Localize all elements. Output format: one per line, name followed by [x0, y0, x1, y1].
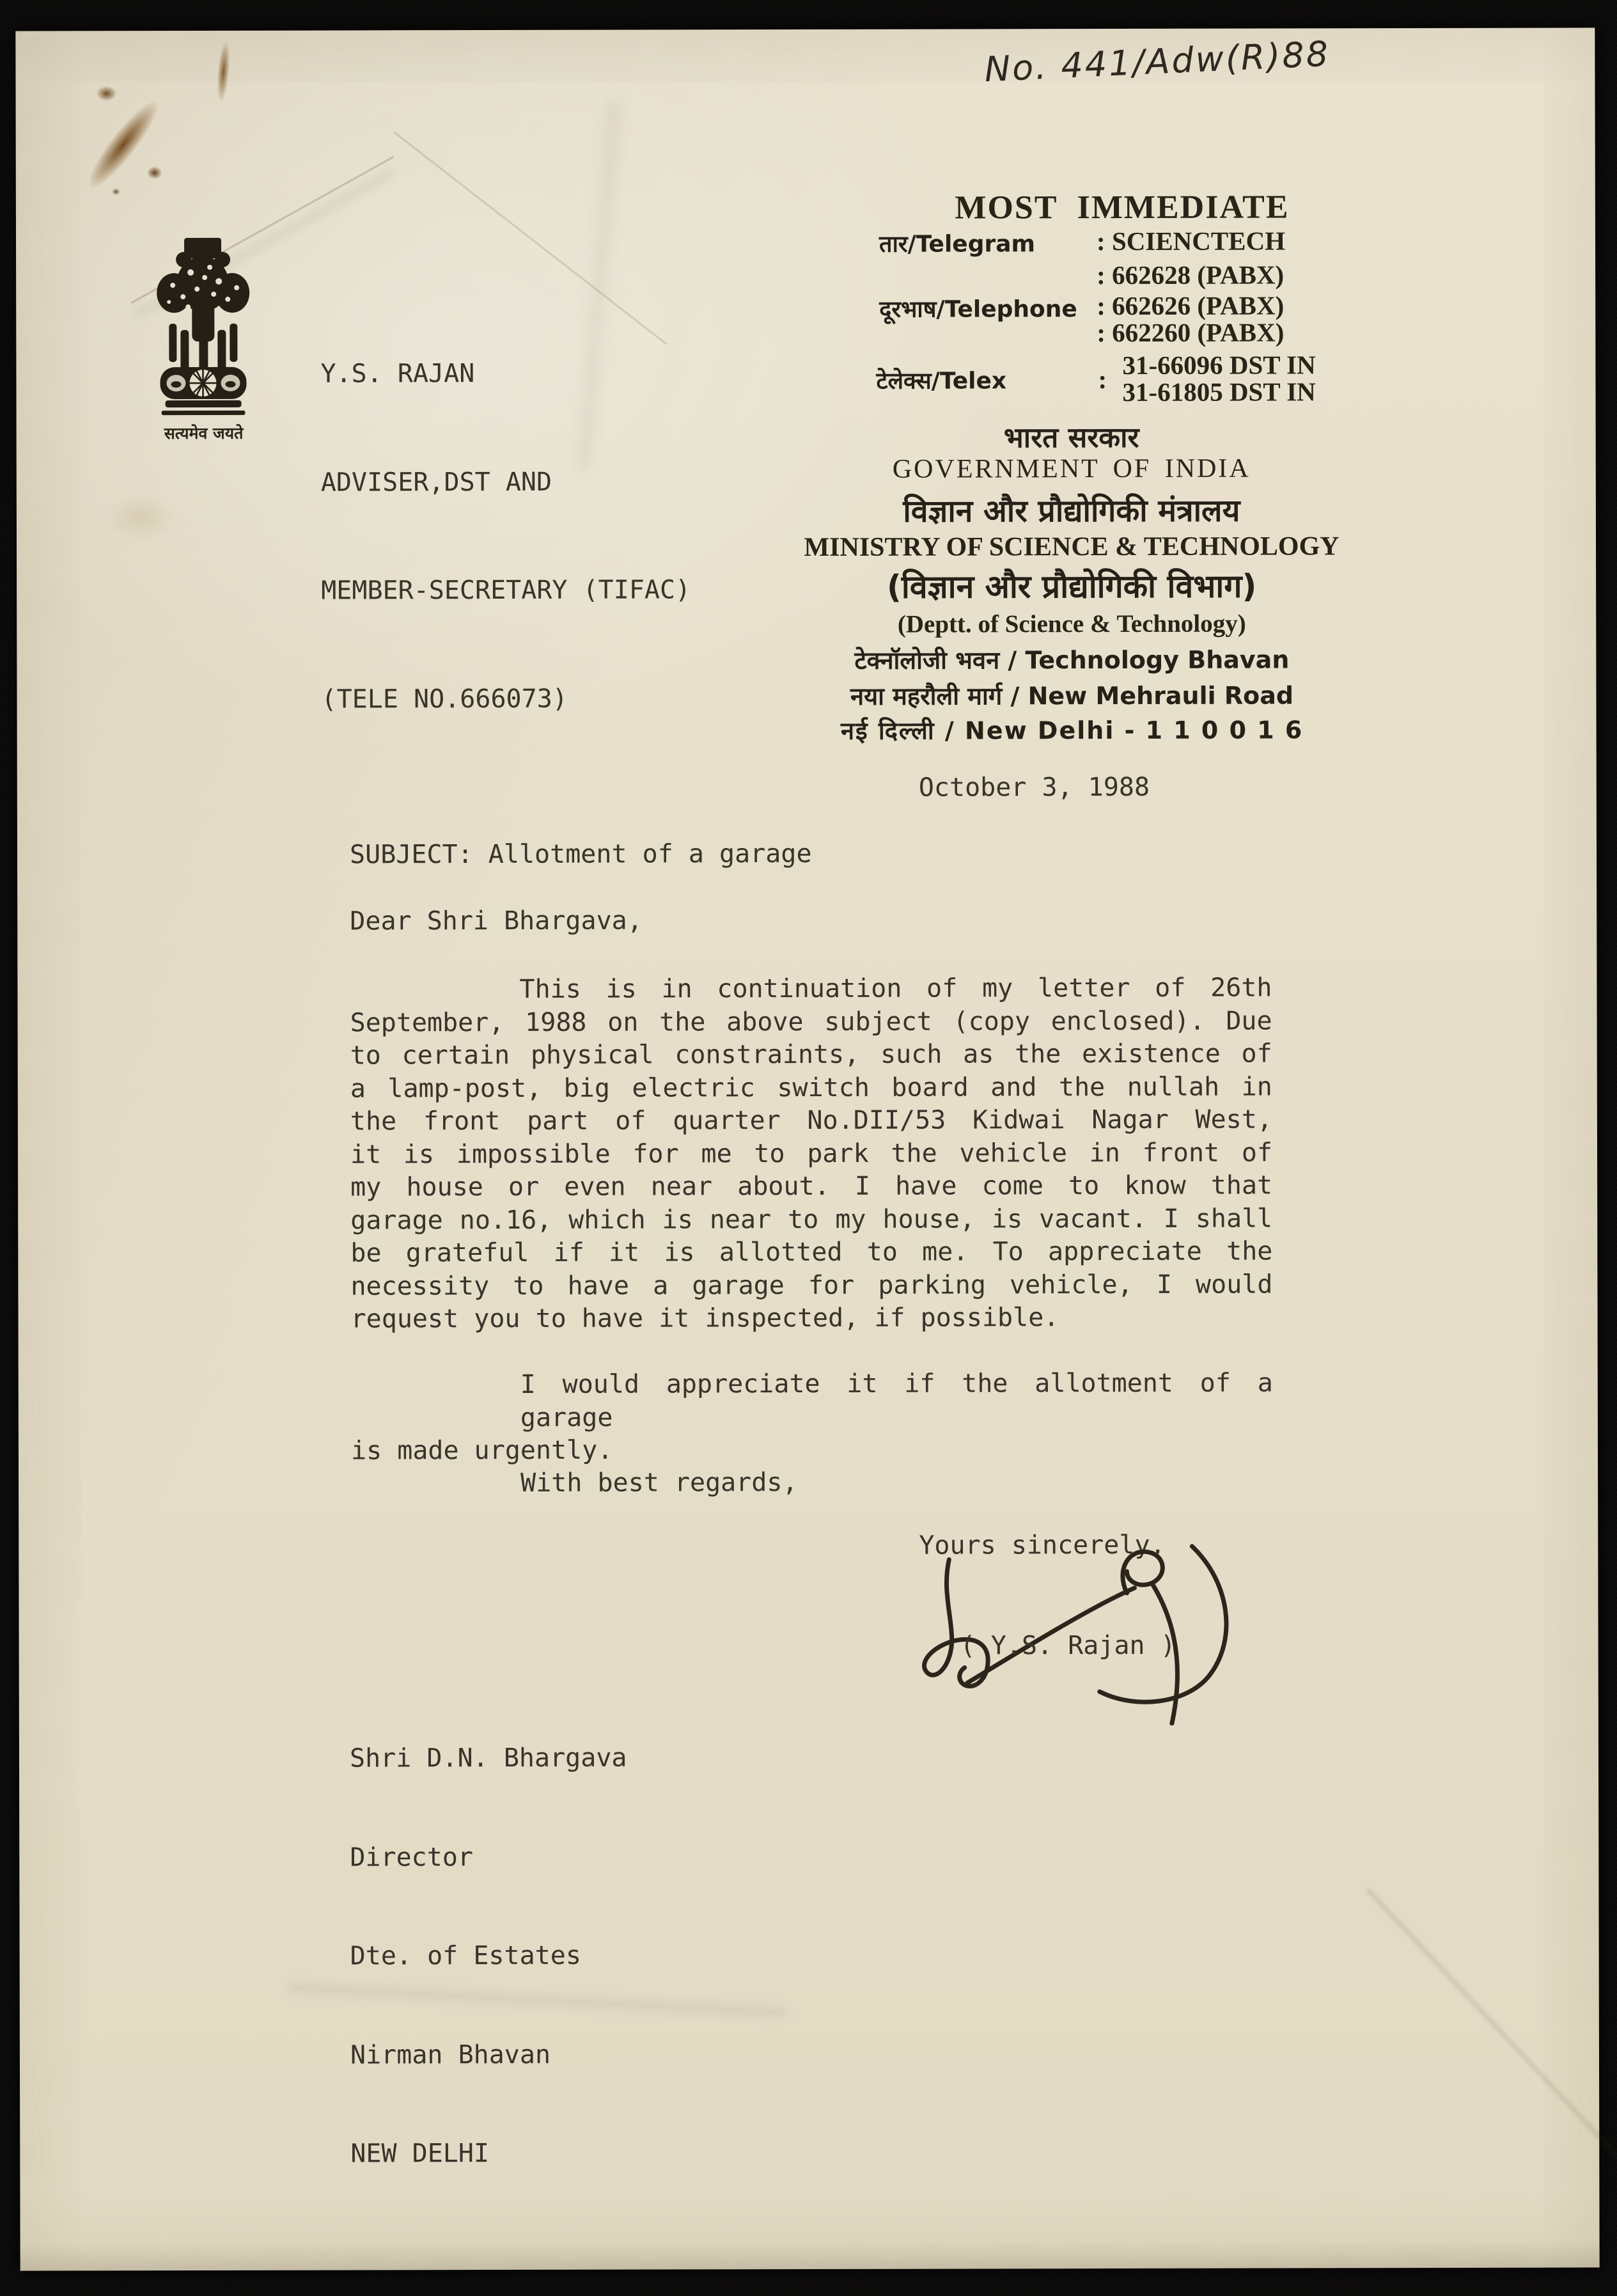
telegram-value: : SCIENCTECH: [1096, 226, 1286, 256]
telephone-label: दूरभाष/Telephone: [879, 296, 1077, 323]
letterhead-road: नया महरौली मार्ग / New Mehrauli Road: [850, 681, 1294, 711]
priority-label: MOST IMMEDIATE: [955, 189, 1290, 226]
paper-crease: [20, 2240, 1600, 2270]
salutation: Dear Shri Bhargava,: [350, 906, 643, 936]
recipient-name: Shri D.N. Bhargava: [349, 1743, 627, 1773]
body-line: This is in continuation of my letter of 26th: [519, 973, 1272, 1004]
rust-stain: [97, 86, 117, 101]
letterhead-dept-english: (Deptt. of Science & Technology): [897, 609, 1246, 638]
recipient-block: [350, 1676, 628, 2237]
letterhead-ministry-hindi: विज्ञान और प्रौद्योगिकी मंत्रालय: [903, 492, 1240, 530]
body-line: garage no.16, which is near to my house, is vacant. I shall: [350, 1203, 1273, 1235]
letterhead-city: नई दिल्ली / New Delhi - 1 1 0 0 1 6: [840, 716, 1304, 745]
faint-stain: [105, 495, 176, 541]
closing-line: Yours sincerely,: [919, 1530, 1166, 1561]
body-paragraph-2: [351, 1367, 1273, 1468]
body-line: September, 1988 on the above subject (copy enclosed). Due: [350, 1005, 1272, 1037]
signatory-name: ( Y.S. Rajan ): [960, 1630, 1176, 1661]
letterhead-building: टेक्नॉलोजी भवन / Technology Bhavan: [854, 645, 1290, 675]
phone-value-2: : 662626 (PABX): [1097, 290, 1285, 321]
body-line: is made urgently.: [350, 1435, 613, 1466]
paper-crease: [1366, 1887, 1617, 2199]
telex-colon: :: [1098, 365, 1107, 395]
letterhead-dept-hindi: (विज्ञान और प्रौद्योगिकी विभाग): [886, 567, 1257, 606]
body-line: I would appreciate it if the allotment of a garage: [520, 1368, 1273, 1433]
telegram-label: तार/Telegram: [879, 231, 1036, 258]
rust-stain: [79, 93, 167, 196]
rust-stain: [112, 188, 120, 195]
sender-phone: (TELE NO.666073): [321, 684, 568, 714]
rust-stain: [147, 166, 162, 179]
body-line: the front part of quarter No.DII/53 Kidwai Nagar West,: [350, 1105, 1272, 1136]
sender-block: [320, 283, 691, 789]
signature: [910, 1511, 1244, 1726]
emblem-of-india-icon: [147, 235, 260, 421]
handwritten-file-number: No. 441/Adw(R)88: [983, 33, 1331, 90]
recipient-building: Nirman Bhavan: [350, 2040, 551, 2070]
letter-paper: [15, 28, 1599, 2270]
subject-line: SUBJECT: Allotment of a garage: [349, 838, 812, 870]
sender-title: ADVISER,DST AND: [320, 467, 552, 498]
letterhead-govt-english: GOVERNMENT OF INDIA: [892, 453, 1251, 484]
regards-line: With best regards,: [520, 1468, 798, 1498]
sender-title: MEMBER-SECRETARY (TIFAC): [321, 575, 691, 606]
letter-date: October 3, 1988: [918, 772, 1150, 803]
sender-name: Y.S. RAJAN: [320, 359, 475, 389]
letterhead-govt-hindi: भारत सरकार: [1003, 421, 1139, 455]
body-paragraph-1: [350, 971, 1272, 1336]
body-line: to certain physical constraints, such as the existence of: [350, 1039, 1272, 1071]
telex-label: टेलेक्स/Telex: [876, 368, 1007, 395]
letterhead-ministry-english: MINISTRY OF SCIENCE & TECHNOLOGY: [804, 531, 1340, 563]
body-line: request you to have it inspected, if possible.: [350, 1303, 1059, 1334]
telex-value-1: 31-66096 DST IN: [1122, 350, 1316, 380]
body-line: necessity to have a garage for parking vehicle, I would: [350, 1269, 1273, 1301]
telex-value-2: 31-61805 DST IN: [1122, 377, 1316, 407]
recipient-dept: Dte. of Estates: [350, 1940, 581, 1971]
body-line: my house or even near about. I have come to know that: [350, 1170, 1273, 1202]
recipient-city: NEW DELHI: [350, 2139, 490, 2169]
phone-value-1: : 662628 (PABX): [1097, 260, 1285, 290]
rust-stain: [215, 40, 231, 102]
body-line: be grateful if it is allotted to me. To appreciate the: [350, 1236, 1273, 1268]
emblem-caption: सत्यमेव जयते: [164, 423, 244, 443]
phone-value-3: : 662260 (PABX): [1097, 317, 1285, 348]
recipient-title: Director: [350, 1842, 474, 1873]
body-line: a lamp-post, big electric switch board and the nullah in: [350, 1071, 1272, 1103]
body-line: it is impossible for me to park the vehicle in front of: [350, 1137, 1273, 1169]
